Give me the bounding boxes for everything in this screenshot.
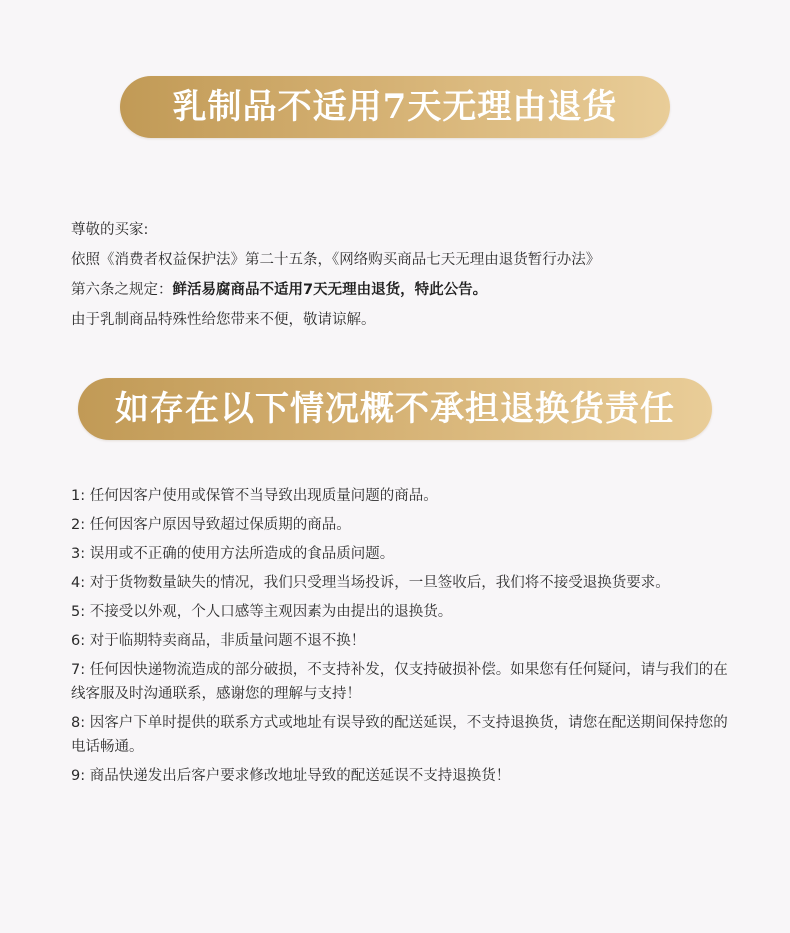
list-item: 3: 误用或不正确的使用方法所造成的食品质问题。: [71, 546, 395, 562]
list-item: 7: 任何因快递物流造成的部分破损，不支持补发，仅支持破损补偿。如果您有任何疑问，请与我们的在线客服及时沟通联系，感谢您的理解与支持！: [71, 662, 728, 702]
exclusion-rules-list: [71, 484, 741, 793]
list-item: 9: 商品快递发出后客户要求修改地址导致的配送延误不支持退换货！: [71, 768, 511, 784]
notice-greeting: 尊敬的买家:: [71, 222, 149, 238]
notice-section: [71, 215, 741, 335]
list-item: 2: 任何因客户原因导致超过保质期的商品。: [71, 517, 351, 533]
list-item: 4: 对于货物数量缺失的情况，我们只受理当场投诉，一旦签收后，我们将不接受退换货要求。: [71, 575, 670, 591]
title-banner-exclusions: 如存在以下情况概不承担退换货责任: [78, 378, 712, 440]
notice-legal-basis: 依照《消费者权益保护法》第二十五条，《网络购买商品七天无理由退货暂行办法》: [71, 252, 601, 268]
title-banner-no-return: 乳制品不适用7天无理由退货: [120, 76, 670, 138]
notice-regulation-prefix: 第六条之规定：: [71, 282, 173, 298]
list-item: 5: 不接受以外观，个人口感等主观因素为由提出的退换货。: [71, 604, 453, 620]
notice-regulation: [71, 275, 741, 305]
list-item: 1: 任何因客户使用或保管不当导致出现质量问题的商品。: [71, 488, 438, 504]
list-item: 6: 对于临期特卖商品，非质量问题不退不换！: [71, 633, 366, 649]
notice-regulation-highlight: 鲜活易腐商品不适用7天无理由退货，特此公告。: [172, 282, 488, 298]
notice-apology: 由于乳制商品特殊性给您带来不便，敬请谅解。: [71, 312, 376, 328]
list-item: 8: 因客户下单时提供的联系方式或地址有误导致的配送延误，不支持退换货，请您在配送期间保持您的电话畅通。: [71, 715, 728, 755]
